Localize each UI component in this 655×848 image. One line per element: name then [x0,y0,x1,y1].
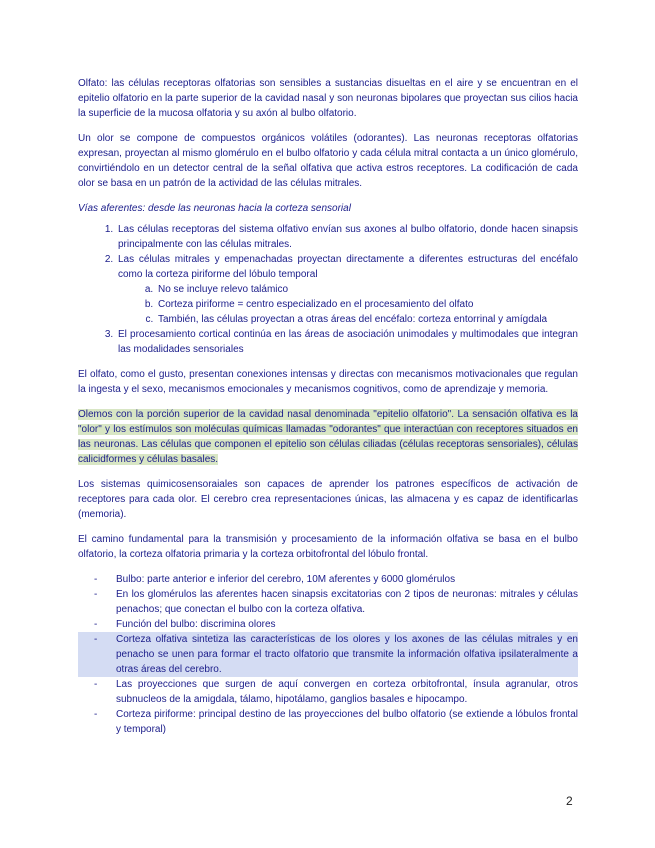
sub-list-item: c. También, las células proyectan a otras áreas del encéfalo: corteza entorrinal y amígdala [156,312,578,327]
dash-list-item [78,707,578,737]
sub-list [118,282,578,327]
sub-list-item: a. No se incluye relevo talámico [156,282,578,297]
dash-marker: - [94,634,98,645]
dash-marker: - [94,619,98,630]
dash-marker: - [94,679,98,690]
list-item-text: El procesamiento cortical continúa en las áreas de asociación unimodales y multimodales que integran las modalidades sensoriales [118,329,578,355]
section-subheading: Vías aferentes: desde las neuronas hacia la corteza sensorial [78,203,351,214]
numbered-list [78,222,578,357]
dash-marker: - [94,589,98,600]
dash-list-item [78,572,578,587]
numbered-list-item [116,327,578,357]
dash-list-item-highlighted [78,632,578,677]
dash-list-item [78,677,578,707]
list-item-text: Bulbo: parte anterior e inferior del cerebro, 10M aferentes y 6000 glomérulos [116,574,456,585]
paragraph-sistemas-quimicosensoriales: Los sistemas quimicosensoraiales son capaces de aprender los patrones específicos de activación de receptores para cada olor. El cerebro crea representaciones únicas, las almacena y es capaz de identificarlas (memoria). [78,479,578,520]
dash-list-item [78,587,578,617]
list-item-text: Las proyecciones que surgen de aquí convergen en corteza orbitofrontal, ínsula agranular, otros subnucleos de la amigdala, tálamo, hipotálamo, ganglios basales e hipocampo. [116,679,578,705]
list-item-text: Las células mitrales y empenachadas proyectan directamente a diferentes estructuras del encéfalo como la corteza piriforme del lóbulo temporal [118,254,578,280]
page-number: 2 [566,794,573,808]
dash-marker: - [94,709,98,720]
dash-marker: - [94,574,98,585]
numbered-list-item [116,222,578,252]
sub-list-item: b. Corteza piriforme = centro especializado en el procesamiento del olfato [156,297,578,312]
paragraph-epitelio-olfatorio [78,407,578,467]
paragraph-olor-compuestos: Un olor se compone de compuestos orgánicos volátiles (odorantes). Las neuronas receptoras olfatorias expresan, proyectan al mismo glomérulo en el bulbo olfatorio y cada célula mitral contacta a un único glomérulo, convirtiéndolo en un detector central de la señal olfativa que activa estros receptores. La codificación de cada olor se basa en un patrón de la actividad de las células mitrales. [78,133,578,189]
list-item-text: Corteza piriforme: principal destino de las proyecciones del bulbo olfatorio (se extiende a lóbulos frontal y temporal) [116,709,578,735]
highlighted-text: Olemos con la porción superior de la cavidad nasal denominada "epitelio olfatorio". La sensación olfativa es la "olor" y los estímulos son moléculas químicas llamadas "odorantes" que interactúan con receptores situados en las neuronas. Las células que componen el epitelio son células ciliadas (células receptoras sensoriales), células calicidformes y células basales. [78,409,578,465]
numbered-list-item [116,252,578,327]
paragraph-olfato-intro: Olfato: las células receptoras olfatorias son sensibles a sustancias disueltas en el aire y se encuentran en el epitelio olfatorio en la parte superior de la cavidad nasal y son neuronas bipolares que proyectan sus cilios hacia la superficie de la mucosa olfatoria y su axón al bulbo olfatorio. [78,78,578,119]
list-item-text: Función del bulbo: discrimina olores [116,619,276,630]
list-item-text: Corteza olfativa sintetiza las características de los olores y los axones de las células mitrales y en penacho se unen para formar el tracto olfatorio que transmite la información olfativa ipsilateralmente a otras áreas del cerebro. [116,634,578,675]
list-item-text: En los glomérulos las aferentes hacen sinapsis excitatorias con 2 tipos de neuronas: mitrales y células penachos; que conectan el bulbo con la corteza olfativa. [116,589,578,615]
paragraph-olfato-gusto: El olfato, como el gusto, presentan conexiones intensas y directas con mecanismos motivacionales que regulan la ingesta y el sexo, mecanismos emocionales y mecanismos cognitivos, como de aprendizaje y memoria. [78,369,578,395]
paragraph-camino-fundamental: El camino fundamental para la transmisión y procesamiento de la información olfativa se basa en el bulbo olfatorio, la corteza olfatoria primaria y la corteza orbitofrontal del lóbulo frontal. [78,534,578,560]
list-item-text: Las células receptoras del sistema olfativo envían sus axones al bulbo olfatorio, donde hacen sinapsis principalmente con las células mitrales. [118,224,578,250]
dash-list-item [78,617,578,632]
document-page [78,76,578,737]
dash-list [78,572,578,737]
